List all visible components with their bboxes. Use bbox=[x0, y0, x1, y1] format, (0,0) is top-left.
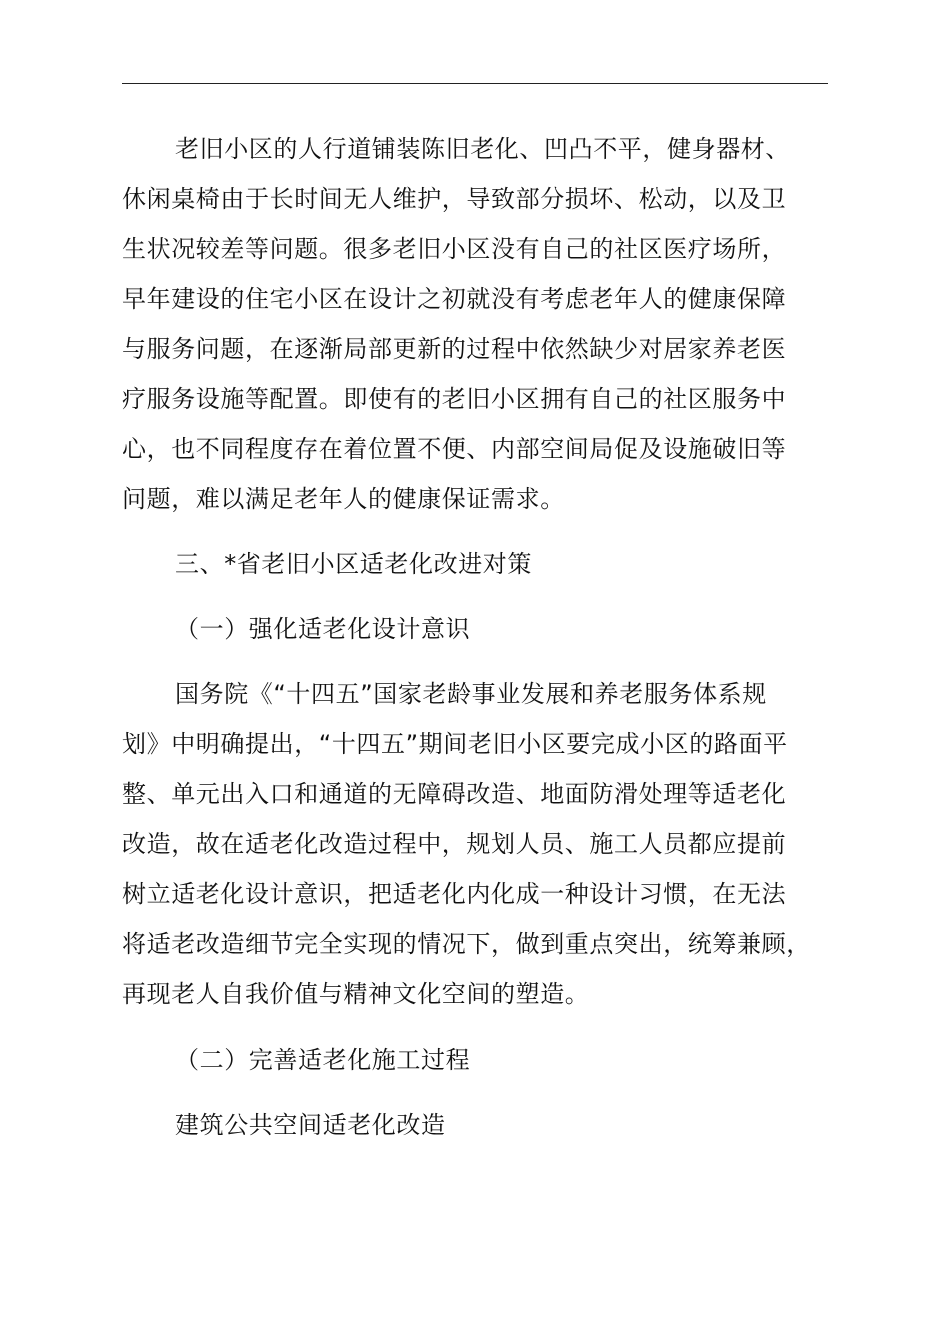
paragraph-1-line: 问题，难以满足老年人的健康保证需求。 bbox=[122, 485, 565, 513]
paragraph-1-line: 早年建设的住宅小区在设计之初就没有考虑老年人的健康保障 bbox=[122, 285, 787, 313]
document-body bbox=[122, 124, 834, 1150]
paragraph-2-line: 整、单元出入口和通道的无障碍改造、地面防滑处理等适老化 bbox=[122, 780, 787, 808]
header-rule bbox=[122, 83, 828, 84]
paragraph-1-line: 心，也不同程度存在着位置不便、内部空间局促及设施破旧等 bbox=[122, 435, 787, 463]
subheading-3: 建筑公共空间适老化改造 bbox=[175, 1111, 446, 1139]
subheading-1: （一）强化适老化设计意识 bbox=[175, 615, 471, 643]
paragraph-1 bbox=[122, 124, 834, 524]
section-heading: 三、*省老旧小区适老化改进对策 bbox=[175, 550, 532, 578]
paragraph-2 bbox=[122, 669, 834, 1019]
paragraph-2-line: 再现老人自我价值与精神文化空间的塑造。 bbox=[122, 980, 590, 1008]
paragraph-2-line: 改造，故在适老化改造过程中，规划人员、施工人员都应提前 bbox=[122, 830, 787, 858]
paragraph-1-line: 休闲桌椅由于长时间无人维护，导致部分损坏、松动，以及卫 bbox=[122, 185, 787, 213]
paragraph-2-line: 将适老改造细节完全实现的情况下，做到重点突出，统筹兼顾， bbox=[122, 930, 811, 958]
paragraph-2-line: 树立适老化设计意识，把适老化内化成一种设计习惯，在无法 bbox=[122, 880, 787, 908]
paragraph-1-line: 生状况较差等问题。很多老旧小区没有自己的社区医疗场所， bbox=[122, 235, 787, 263]
paragraph-1-line: 老旧小区的人行道铺装陈旧老化、凹凸不平，健身器材、 bbox=[175, 135, 790, 163]
paragraph-1-line: 与服务问题，在逐渐局部更新的过程中依然缺少对居家养老医 bbox=[122, 335, 787, 363]
paragraph-1-line: 疗服务设施等配置。即使有的老旧小区拥有自己的社区服务中 bbox=[122, 385, 787, 413]
paragraph-2-line: 划》中明确提出，“十四五”期间老旧小区要完成小区的路面平 bbox=[122, 730, 788, 758]
paragraph-2-line: 国务院《“十四五”国家老龄事业发展和养老服务体系规 bbox=[175, 680, 767, 708]
subheading-2: （二）完善适老化施工过程 bbox=[175, 1046, 471, 1074]
